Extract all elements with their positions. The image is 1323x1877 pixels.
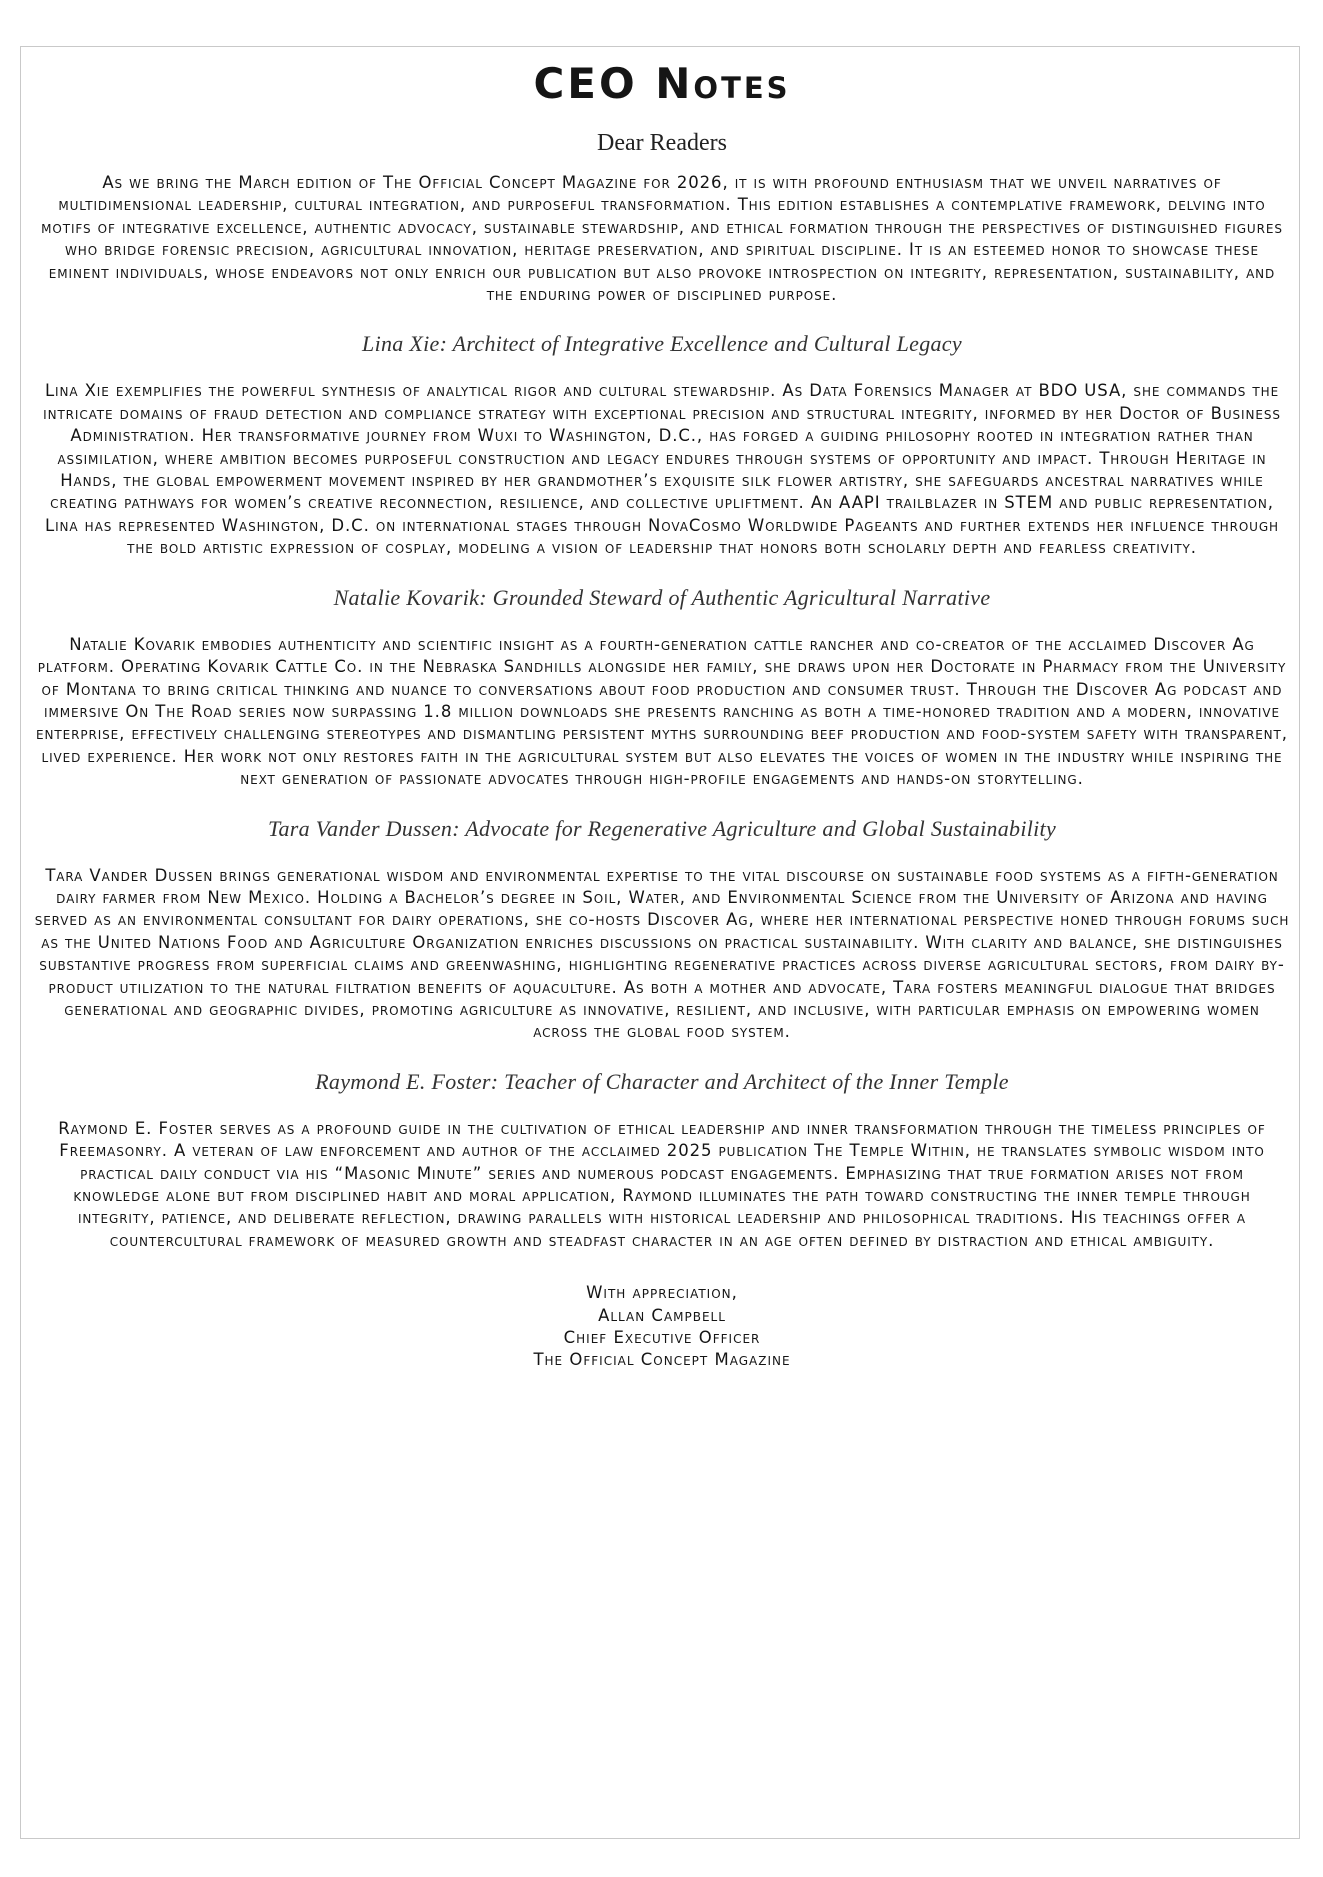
ceo-notes-letter: [34, 58, 1290, 1372]
signoff-name: Allan Campbell: [598, 1305, 726, 1325]
section-body-lina-xie: Lina Xie exemplifies the powerful synthesis of analytical rigor and cultural stewardship. As Data Forensics Manager at BDO USA, she commands the intricate domains of fraud detection and compliance strategy with exceptional precision and structural integrity, informed by her Doctor of Business Administration. Her transformative journey from Wuxi to Washington, D.C., has forged a guiding philosophy rooted in integration rather than assimilation, where ambition becomes purposeful construction and legacy endures through systems of opportunity and impact. Through Heritage in Hands, the global empowerment movement inspired by her grandmother’s exquisite silk flower artistry, she safeguards ancestral narratives while creating pathways for women’s creative reconnection, resilience, and collective upliftment. An AAPI trailblazer in STEM and public representation, Lina has represented Washington, D.C. on international stages through NovaCosmo Worldwide Pageants and further extends her influence through the bold artistic expression of cosplay, modeling a vision of leadership that honors both scholarly depth and fearless creativity.: [43, 381, 1281, 558]
signoff-role: Chief Executive Officer: [563, 1328, 761, 1348]
section-heading-raymond-foster: Raymond E. Foster: Teacher of Character and Architect of the Inner Temple: [315, 1068, 1009, 1094]
section-heading-tara-vander-dussen: Tara Vander Dussen: Advocate for Regenerative Agriculture and Global Sustainability: [267, 815, 1057, 841]
signoff-closing: With appreciation,: [586, 1283, 738, 1303]
signoff: [34, 1282, 1290, 1372]
salutation: Dear Readers: [597, 130, 727, 156]
section-body-natalie-kovarik: Natalie Kovarik embodies authenticity and scientific insight as a fourth-generation cattle rancher and co-creator of the acclaimed Discover Ag platform. Operating Kovarik Cattle Co. in the Nebraska Sandhills alongside her family, she draws upon her Doctorate in Pharmacy from the University of Montana to bring critical thinking and nuance to conversations about food production and consumer trust. Through the Discover Ag podcast and immersive On The Road series now surpassing 1.8 million downloads she presents ranching as both a time-honored tradition and a modern, innovative enterprise, effectively challenging stereotypes and dismantling persistent myths surrounding beef production and food-system safety with transparent, lived experience. Her work not only restores faith in the agricultural system but also elevates the voices of women in the industry while inspiring the next generation of passionate advocates through high-profile engagements and hands-on storytelling.: [36, 634, 1288, 789]
section-body-raymond-foster: Raymond E. Foster serves as a profound guide in the cultivation of ethical leadership and inner transformation through the timeless principles of Freemasonry. A veteran of law enforcement and author of the acclaimed 2025 publication The Temple Within, he translates symbolic wisdom into practical daily conduct via his “Masonic Minute” series and numerous podcast engagements. Emphasizing that true formation arises not from knowledge alone but from disciplined habit and moral application, Raymond illuminates the path toward constructing the inner temple through integrity, patience, and deliberate reflection, drawing parallels with historical leadership and philosophical traditions. His teachings offer a countercultural framework of measured growth and steadfast character in an age often defined by distraction and ethical ambiguity.: [58, 1118, 1266, 1250]
signoff-org: The Official Concept Magazine: [533, 1350, 791, 1370]
section-body-tara-vander-dussen: Tara Vander Dussen brings generational wisdom and environmental expertise to the vital discourse on sustainable food systems as a fifth-generation dairy farmer from New Mexico. Holding a Bachelor’s degree in Soil, Water, and Environmental Science from the University of Arizona and having served as an environmental consultant for dairy operations, she co-hosts Discover Ag, where her international perspective honed through forums such as the United Nations Food and Agriculture Organization enriches discussions on practical sustainability. With clarity and balance, she distinguishes substantive progress from superficial claims and greenwashing, highlighting regenerative practices across diverse agricultural sectors, from dairy by-product utilization to the natural filtration benefits of aquaculture. As both a mother and advocate, Tara fosters meaningful dialogue that bridges generational and geographic divides, promoting agriculture as innovative, resilient, and inclusive, with particular emphasis on empowering women across the global food system.: [34, 865, 1290, 1042]
section-heading-lina-xie: Lina Xie: Architect of Integrative Excellence and Cultural Legacy: [362, 331, 962, 357]
intro-paragraph: As we bring the March edition of The Official Concept Magazine for 2026, it is with profound enthusiasm that we unveil narratives of multidimensional leadership, cultural integration, and purposeful transformation. This edition establishes a contemplative framework, delving into motifs of integrative excellence, authentic advocacy, sustainable stewardship, and ethical formation through the perspectives of distinguished figures who bridge forensic precision, agricultural innovation, heritage preservation, and spiritual discipline. It is an esteemed honor to showcase these eminent individuals, whose endeavors not only enrich our publication but also provoke introspection on integrity, representation, sustainability, and the enduring power of disciplined purpose.: [41, 173, 1283, 305]
section-heading-natalie-kovarik: Natalie Kovarik: Grounded Steward of Authentic Agricultural Narrative: [333, 584, 991, 610]
page-title: CEO Notes: [533, 59, 791, 108]
